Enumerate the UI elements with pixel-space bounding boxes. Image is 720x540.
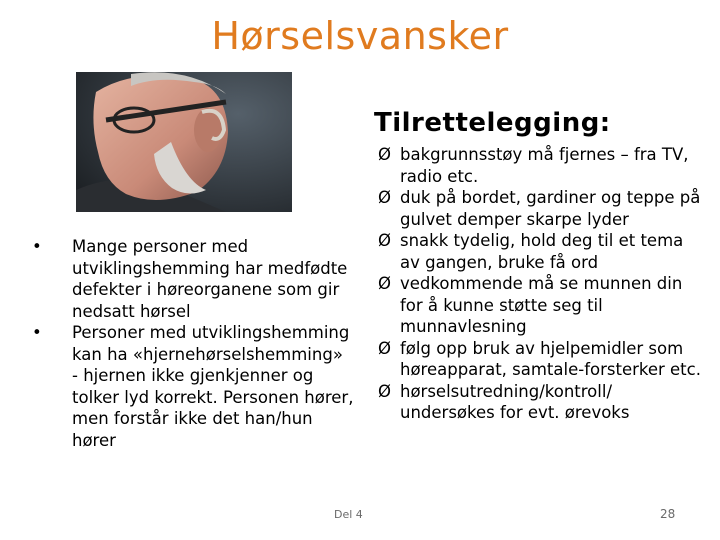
arrow-bullet-icon: Ø: [378, 188, 391, 207]
list-item-text: hørselsutredning/kontroll/ undersøkes for evt. ørevoks: [400, 381, 630, 422]
list-item: [378, 230, 708, 273]
list-item-text: duk på bordet, gardiner og teppe på gulvet demper skarpe lyder: [400, 188, 701, 229]
list-item: [378, 381, 708, 424]
man-with-hearing-aid-photo: [76, 72, 292, 212]
arrow-bullet-icon: Ø: [378, 231, 391, 250]
photo-illustration: [76, 72, 292, 212]
list-item: [28, 236, 354, 322]
slide-title: Hørselsvansker: [211, 14, 509, 58]
right-bullet-list: [378, 144, 708, 424]
list-item-text: bakgrunnsstøy må fjernes – fra TV, radio etc.: [400, 145, 689, 186]
left-bullet-list: [28, 236, 354, 451]
list-item: [378, 338, 708, 381]
list-item-text: følg opp bruk av hjelpemidler som høreapparat, samtale-forsterker etc.: [400, 338, 701, 379]
list-item-text: Personer med utviklingshemming kan ha «hjernehørselshemming» - hjernen ikke gjenkjenner og tolker lyd korrekt. Personen hører, men forstår ikke det han/hun hører: [72, 323, 354, 450]
bullet-icon: •: [32, 323, 42, 342]
footer-label: Del 4: [334, 508, 363, 521]
list-item-text: Mange personer med utviklingshemming har medfødte defekter i høreorganene som gir nedsatt hørsel: [72, 237, 348, 321]
page-number: 28: [660, 507, 676, 521]
list-item: [28, 322, 354, 451]
list-item-text: vedkommende må se munnen din for å kunne støtte seg til munnavlesning: [400, 274, 683, 336]
list-item-text: snakk tydelig, hold deg til et tema av gangen, bruke få ord: [400, 231, 684, 272]
arrow-bullet-icon: Ø: [378, 338, 391, 358]
arrow-bullet-icon: Ø: [378, 274, 391, 293]
list-item: [378, 273, 708, 338]
subheading: Tilrettelegging:: [374, 108, 611, 138]
arrow-bullet-icon: Ø: [378, 381, 391, 401]
list-item: [378, 144, 708, 187]
bullet-icon: •: [32, 237, 42, 256]
arrow-bullet-icon: Ø: [378, 145, 391, 164]
list-item: [378, 187, 708, 230]
